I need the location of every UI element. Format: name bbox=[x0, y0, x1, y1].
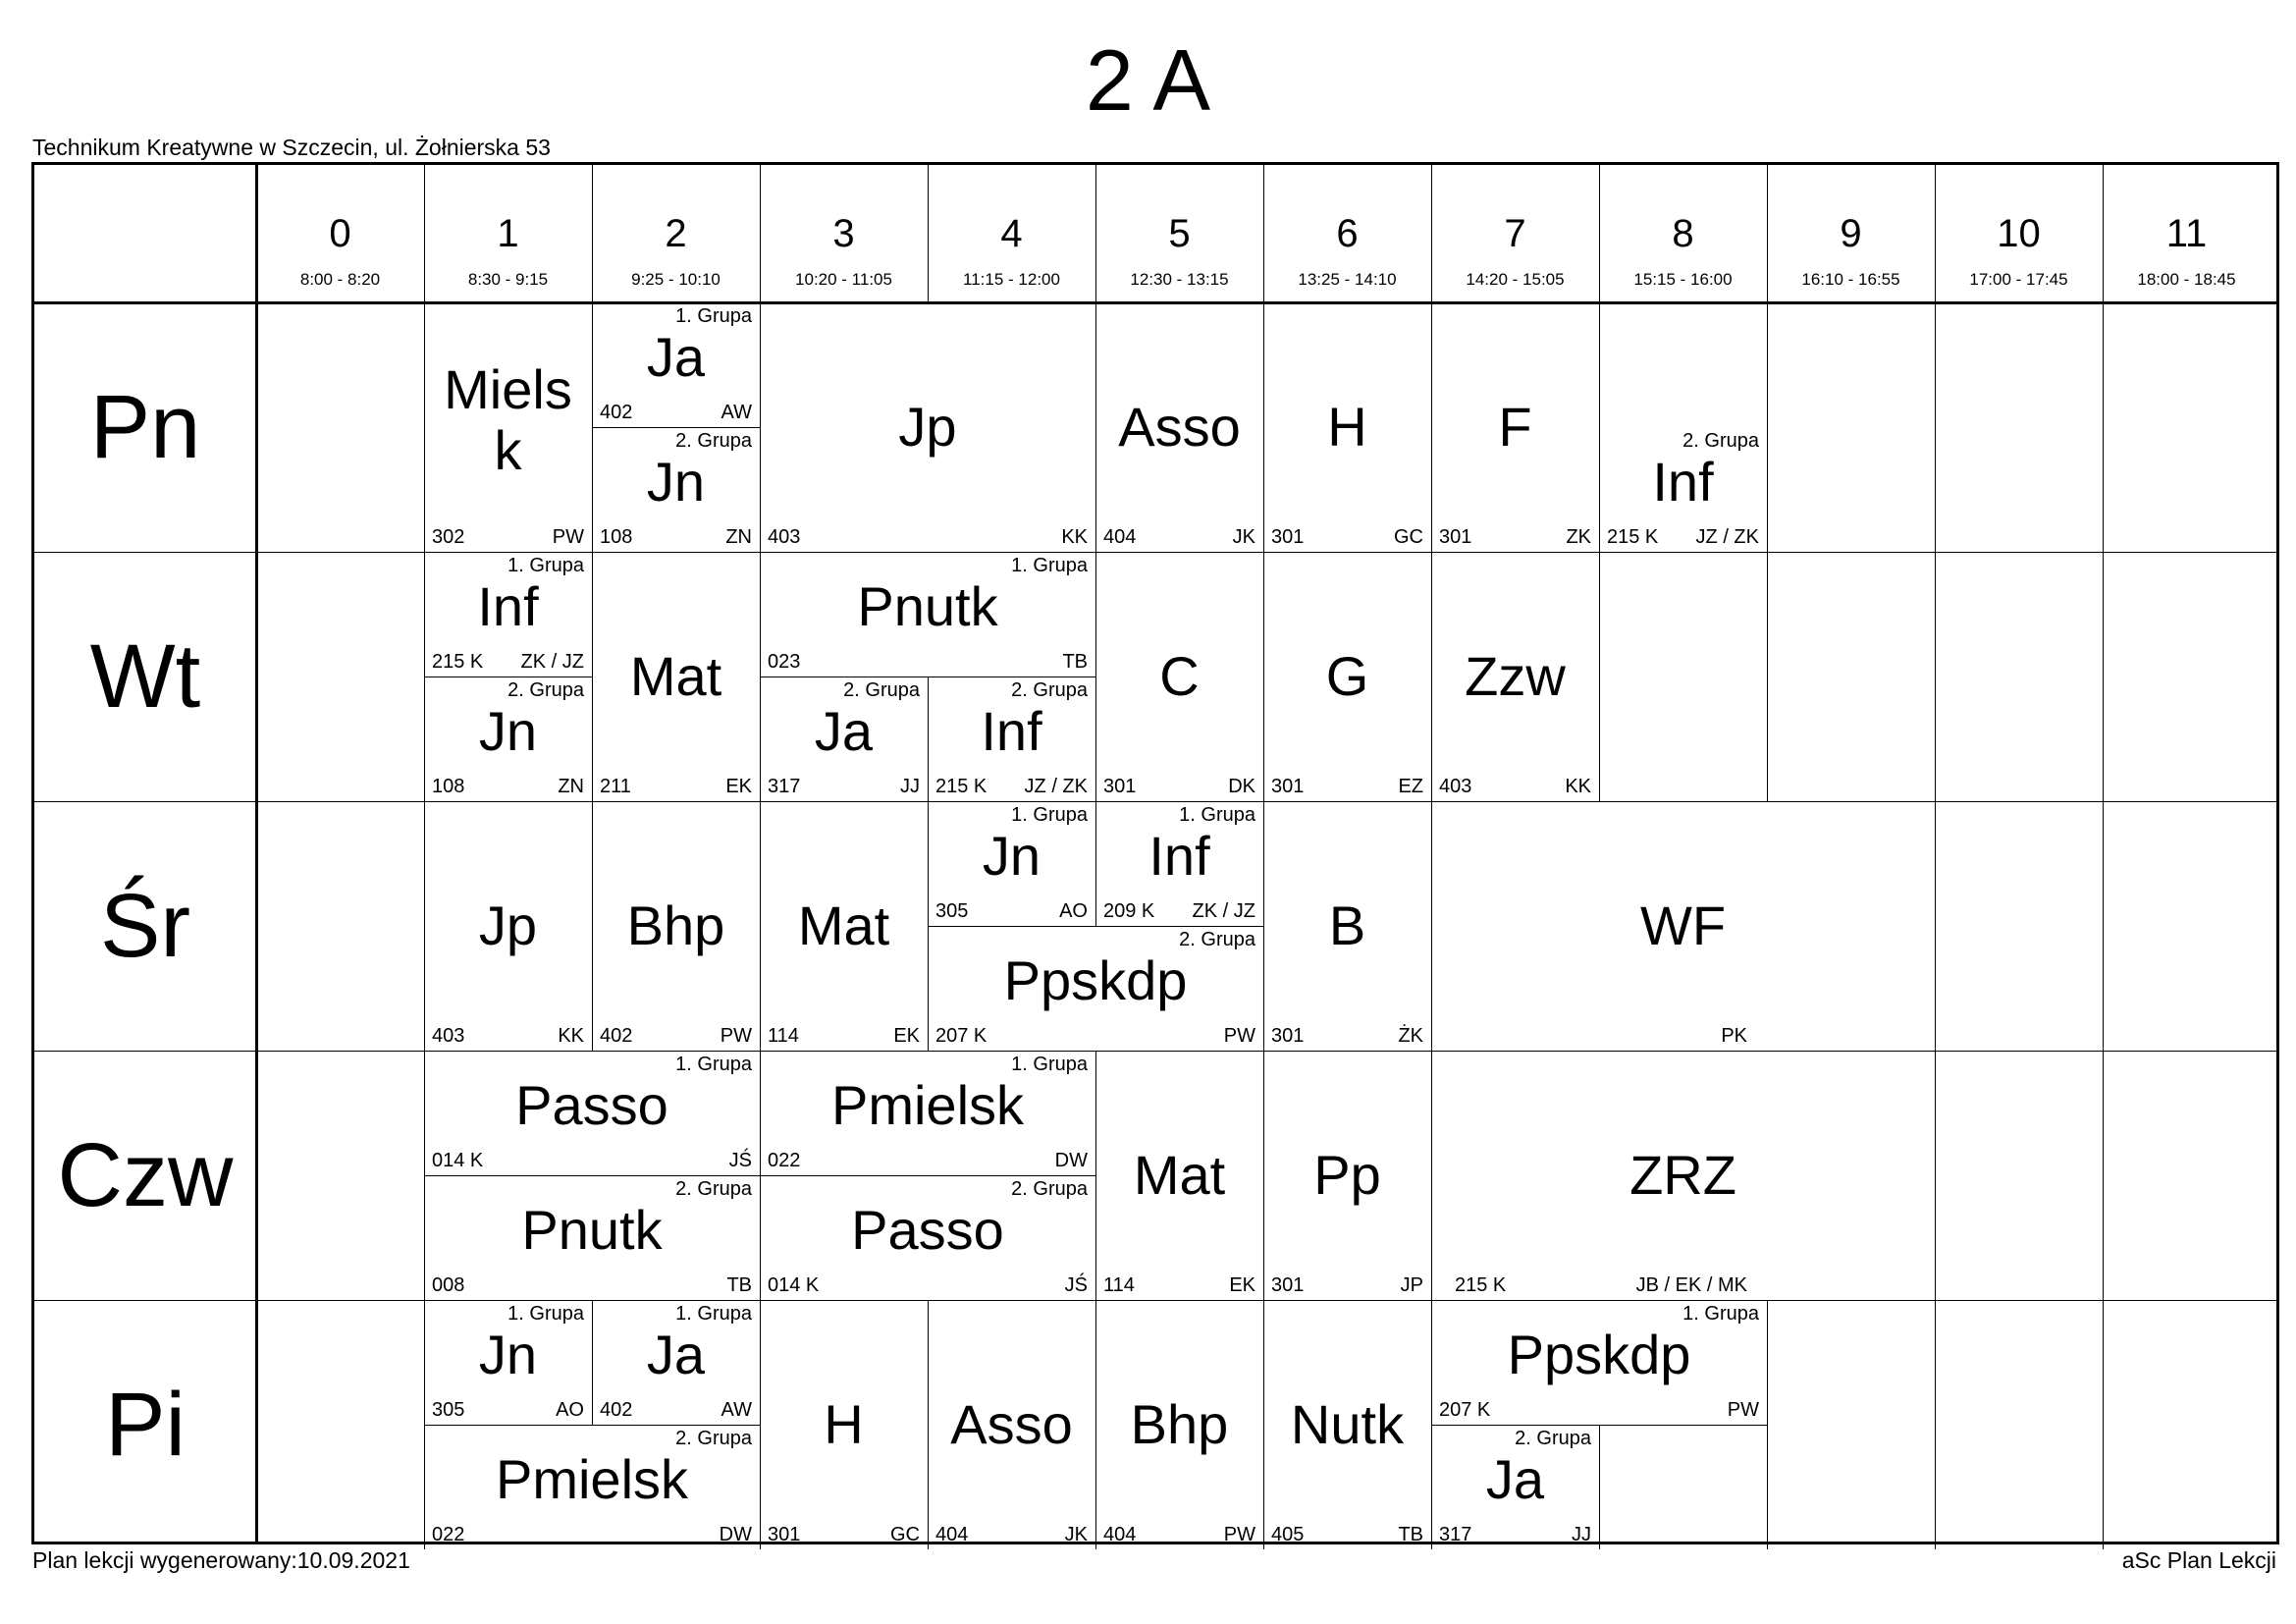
period-number: 9 bbox=[1840, 212, 1862, 255]
lesson-cell bbox=[1095, 801, 1263, 926]
period-time: 12:30 - 13:15 bbox=[1130, 270, 1229, 289]
lesson-room: 301 bbox=[1271, 776, 1305, 797]
lesson-room: 404 bbox=[1103, 1524, 1137, 1545]
period-header bbox=[256, 165, 424, 302]
lesson-room: 114 bbox=[1103, 1274, 1135, 1296]
lesson-teacher: KK bbox=[1565, 776, 1591, 797]
lesson-teacher: ZK / JZ bbox=[1192, 900, 1255, 922]
lesson-group: 1. Grupa bbox=[675, 305, 752, 327]
lesson-subject: Jn bbox=[478, 1324, 538, 1385]
grid-line-v bbox=[2103, 1051, 2104, 1175]
period-number: 11 bbox=[2165, 212, 2208, 255]
grid-line-v bbox=[2103, 302, 2104, 427]
lesson-subject: Jn bbox=[478, 700, 538, 762]
period-header bbox=[760, 165, 928, 302]
lesson-group: 2. Grupa bbox=[675, 1178, 752, 1200]
lesson-room: 317 bbox=[1439, 1524, 1472, 1545]
period-number: 8 bbox=[1672, 212, 1694, 255]
lesson-subject: Inf bbox=[477, 575, 539, 637]
lesson-room: 014 K bbox=[768, 1274, 820, 1296]
lesson-cell bbox=[592, 302, 760, 427]
grid-line-v bbox=[1935, 677, 1936, 801]
grid-line-v bbox=[1767, 552, 1768, 677]
lesson-teacher: PW bbox=[1727, 1399, 1759, 1421]
lesson-room: 301 bbox=[1271, 1274, 1305, 1296]
lesson-room: 215 K bbox=[1607, 526, 1659, 548]
lesson-room: 403 bbox=[1439, 776, 1472, 797]
lesson-room: 403 bbox=[432, 1025, 465, 1047]
lesson-cell bbox=[424, 1300, 592, 1425]
lesson-group: 2. Grupa bbox=[1011, 1178, 1088, 1200]
lesson-room: 301 bbox=[1271, 526, 1305, 548]
lesson-teacher: TB bbox=[1398, 1524, 1423, 1545]
grid-line-v bbox=[1599, 165, 1600, 302]
lesson-subject: Pnutk bbox=[521, 1199, 663, 1261]
lesson-teacher: PK bbox=[1721, 1025, 1747, 1047]
lesson-subject: G bbox=[1325, 645, 1369, 707]
lesson-group: 2. Grupa bbox=[1515, 1428, 1591, 1449]
period-time: 13:25 - 14:10 bbox=[1298, 270, 1397, 289]
lesson-cell bbox=[1431, 1051, 1935, 1300]
timetable-title: 2 A bbox=[1085, 31, 1211, 129]
grid-line-v bbox=[592, 165, 593, 302]
lesson-subject: Inf bbox=[981, 700, 1042, 762]
grid-line-v bbox=[1263, 165, 1264, 302]
grid-line-v bbox=[1767, 1300, 1768, 1425]
lesson-teacher: JJ bbox=[900, 776, 920, 797]
lesson-cell bbox=[1263, 1051, 1431, 1300]
lesson-teacher: JJ bbox=[1572, 1524, 1591, 1545]
lesson-room: 114 bbox=[768, 1025, 799, 1047]
period-number: 5 bbox=[1168, 212, 1191, 255]
lesson-subject: Ja bbox=[814, 700, 874, 762]
period-header bbox=[592, 165, 760, 302]
lesson-subject: Mat bbox=[629, 645, 722, 707]
lesson-cell bbox=[1431, 801, 1935, 1051]
lesson-subject: Mat bbox=[1133, 1144, 1226, 1206]
lesson-cell bbox=[1263, 302, 1431, 552]
lesson-room: 402 bbox=[600, 402, 633, 423]
grid-line-v bbox=[1935, 165, 1936, 302]
lesson-room: 215 K bbox=[432, 651, 484, 673]
day-label: Pi bbox=[105, 1374, 186, 1475]
lesson-teacher: ZK bbox=[1566, 526, 1591, 548]
lesson-cell bbox=[1431, 1425, 1599, 1549]
lesson-teacher: GC bbox=[1394, 526, 1423, 548]
period-number: 4 bbox=[1000, 212, 1023, 255]
lesson-teacher: ZN bbox=[725, 526, 752, 548]
lesson-room: 301 bbox=[1271, 1025, 1305, 1047]
period-time: 9:25 - 10:10 bbox=[631, 270, 721, 289]
lesson-cell bbox=[760, 302, 1095, 552]
lesson-cell bbox=[1431, 302, 1599, 552]
lesson-subject: Ja bbox=[646, 326, 706, 388]
lesson-teacher: PW bbox=[1223, 1524, 1255, 1545]
lesson-cell bbox=[760, 552, 1095, 677]
lesson-room: 301 bbox=[768, 1524, 801, 1545]
day-label: Pn bbox=[89, 376, 201, 477]
grid-line-v bbox=[1767, 427, 1768, 552]
grid-line-v bbox=[760, 165, 761, 302]
lesson-room: 301 bbox=[1103, 776, 1137, 797]
lesson-teacher: ZK / JZ bbox=[520, 651, 584, 673]
lesson-teacher: JZ / ZK bbox=[1695, 526, 1759, 548]
grid-line-v bbox=[1935, 1051, 1936, 1175]
lesson-cell bbox=[424, 552, 592, 677]
lesson-teacher: ŻK bbox=[1398, 1025, 1423, 1047]
lesson-room: 108 bbox=[600, 526, 633, 548]
period-header bbox=[1599, 165, 1767, 302]
grid-line-v bbox=[1935, 302, 1936, 427]
lesson-group: 2. Grupa bbox=[1011, 679, 1088, 701]
lesson-teacher: TB bbox=[726, 1274, 752, 1296]
lesson-subject: Passo bbox=[515, 1074, 668, 1136]
lesson-group: 2. Grupa bbox=[507, 679, 584, 701]
lesson-cell bbox=[424, 677, 592, 801]
lesson-teacher: PW bbox=[1223, 1025, 1255, 1047]
period-header bbox=[1095, 165, 1263, 302]
lesson-cell bbox=[1263, 552, 1431, 801]
lesson-teacher: AO bbox=[1059, 900, 1088, 922]
lesson-teacher: PW bbox=[552, 526, 584, 548]
lesson-room: 207 K bbox=[935, 1025, 988, 1047]
lesson-teacher: AW bbox=[721, 1399, 752, 1421]
lesson-subject: Asso bbox=[1118, 396, 1241, 458]
grid-line-v bbox=[255, 165, 258, 1542]
grid-line-v bbox=[1935, 1300, 1936, 1425]
lesson-group: 1. Grupa bbox=[507, 555, 584, 576]
lesson-teacher: EK bbox=[893, 1025, 920, 1047]
lesson-teacher: EZ bbox=[1398, 776, 1423, 797]
lesson-subject: Inf bbox=[1148, 825, 1210, 887]
lesson-room: 008 bbox=[432, 1274, 465, 1296]
lesson-subject: C bbox=[1159, 645, 1200, 707]
generated-date: Plan lekcji wygenerowany:10.09.2021 bbox=[32, 1547, 410, 1573]
lesson-cell bbox=[424, 1425, 760, 1549]
lesson-subject: Pp bbox=[1313, 1144, 1381, 1206]
day-label: Wt bbox=[89, 625, 201, 727]
period-number: 10 bbox=[1997, 212, 2041, 255]
lesson-subject: Jn bbox=[646, 451, 706, 513]
lesson-group: 2. Grupa bbox=[675, 1428, 752, 1449]
period-number: 7 bbox=[1504, 212, 1526, 255]
period-header bbox=[1935, 165, 2103, 302]
lesson-group: 1. Grupa bbox=[1179, 804, 1255, 826]
grid-line-v bbox=[2103, 1425, 2104, 1549]
lesson-room: 302 bbox=[432, 526, 465, 548]
grid-line-v bbox=[1935, 1425, 1936, 1549]
lesson-cell bbox=[1431, 1300, 1767, 1425]
lesson-group: 2. Grupa bbox=[1682, 430, 1759, 452]
lesson-room: 022 bbox=[432, 1524, 465, 1545]
lesson-room: 404 bbox=[935, 1524, 969, 1545]
lesson-subject: Ppskdp bbox=[1507, 1324, 1691, 1385]
lesson-subject: ZRZ bbox=[1629, 1144, 1736, 1206]
grid-line-v bbox=[2103, 427, 2104, 552]
lesson-subject: Jn bbox=[982, 825, 1041, 887]
lesson-room: 305 bbox=[432, 1399, 465, 1421]
lesson-group: 1. Grupa bbox=[675, 1303, 752, 1325]
lesson-cell bbox=[760, 1051, 1095, 1175]
lesson-teacher: JK bbox=[1232, 526, 1255, 548]
lesson-room: 305 bbox=[935, 900, 969, 922]
period-number: 6 bbox=[1336, 212, 1359, 255]
lesson-teacher: DW bbox=[719, 1524, 752, 1545]
lesson-cell bbox=[928, 1300, 1095, 1549]
lesson-teacher: JŚ bbox=[728, 1150, 752, 1171]
lesson-group: 2. Grupa bbox=[843, 679, 920, 701]
lesson-subject: WF bbox=[1639, 894, 1727, 956]
lesson-teacher: KK bbox=[558, 1025, 584, 1047]
lesson-room: 215 K bbox=[935, 776, 988, 797]
lesson-teacher: EK bbox=[725, 776, 752, 797]
period-header bbox=[928, 165, 1095, 302]
period-header bbox=[2103, 165, 2270, 302]
period-number: 0 bbox=[329, 212, 351, 255]
grid-line-v bbox=[2103, 1300, 2104, 1425]
grid-line-v bbox=[2103, 1175, 2104, 1300]
lesson-subject: H bbox=[1327, 396, 1367, 458]
software-credit: aSc Plan Lekcji bbox=[2121, 1547, 2276, 1573]
grid-line-v bbox=[2103, 552, 2104, 677]
lesson-subject: Ja bbox=[646, 1324, 706, 1385]
lesson-cell bbox=[928, 926, 1263, 1051]
grid-line-v bbox=[1767, 1425, 1768, 1549]
lesson-room: 022 bbox=[768, 1150, 801, 1171]
lesson-group: 1. Grupa bbox=[1011, 804, 1088, 826]
lesson-subject: B bbox=[1328, 894, 1366, 956]
period-header bbox=[1263, 165, 1431, 302]
period-number: 1 bbox=[497, 212, 519, 255]
lesson-room: 301 bbox=[1439, 526, 1472, 548]
grid-line-v bbox=[1599, 552, 1600, 677]
lesson-cell bbox=[760, 801, 928, 1051]
lesson-cell bbox=[424, 801, 592, 1051]
period-time: 8:00 - 8:20 bbox=[299, 270, 381, 289]
lesson-subject: Inf bbox=[1652, 451, 1714, 513]
lesson-room: 317 bbox=[768, 776, 801, 797]
grid-line-v bbox=[1935, 801, 1936, 926]
grid-line-v bbox=[1935, 1175, 1936, 1300]
lesson-group: 2. Grupa bbox=[1179, 929, 1255, 950]
grid-line-v bbox=[1935, 926, 1936, 1051]
lesson-group: 1. Grupa bbox=[1011, 555, 1088, 576]
period-number: 3 bbox=[832, 212, 855, 255]
lesson-room: 207 K bbox=[1439, 1399, 1491, 1421]
grid-line-v bbox=[928, 165, 929, 302]
lesson-room: 402 bbox=[600, 1399, 633, 1421]
period-time: 17:00 - 17:45 bbox=[1969, 270, 2068, 289]
lesson-teacher: AW bbox=[721, 402, 752, 423]
lesson-subject: Zzw bbox=[1465, 645, 1566, 707]
lesson-teacher: TB bbox=[1062, 651, 1088, 673]
lesson-subject: Asso bbox=[950, 1393, 1073, 1455]
lesson-room: 215 K bbox=[1455, 1274, 1507, 1296]
period-header bbox=[1767, 165, 1935, 302]
period-time: 8:30 - 9:15 bbox=[467, 270, 549, 289]
day-label: Czw bbox=[57, 1124, 234, 1225]
lesson-room: 209 K bbox=[1103, 900, 1155, 922]
grid-line-v bbox=[2103, 801, 2104, 926]
grid-line-v bbox=[1599, 302, 1600, 427]
lesson-teacher: GC bbox=[890, 1524, 920, 1545]
lesson-room: 404 bbox=[1103, 526, 1137, 548]
lesson-room: 403 bbox=[768, 526, 801, 548]
lesson-cell bbox=[1263, 801, 1431, 1051]
lesson-cell bbox=[760, 1175, 1095, 1300]
period-header bbox=[1431, 165, 1599, 302]
grid-line-v bbox=[1095, 165, 1096, 302]
lesson-room: 108 bbox=[432, 776, 465, 797]
period-time: 18:00 - 18:45 bbox=[2137, 270, 2236, 289]
lesson-cell bbox=[1095, 302, 1263, 552]
grid-line-v bbox=[1935, 552, 1936, 677]
lesson-cell bbox=[424, 302, 592, 552]
lesson-subject: F bbox=[1498, 396, 1532, 458]
period-time: 10:20 - 11:05 bbox=[795, 270, 892, 289]
period-header bbox=[424, 165, 592, 302]
lesson-cell bbox=[592, 552, 760, 801]
period-number: 2 bbox=[665, 212, 687, 255]
lesson-teacher: PW bbox=[720, 1025, 752, 1047]
lesson-group: 1. Grupa bbox=[1011, 1054, 1088, 1075]
grid-line-v bbox=[1935, 427, 1936, 552]
lesson-subject: Nutk bbox=[1290, 1393, 1405, 1455]
lesson-cell bbox=[1095, 552, 1263, 801]
period-time: 15:15 - 16:00 bbox=[1633, 270, 1733, 289]
lesson-subject: Mat bbox=[797, 894, 890, 956]
lesson-room: 014 K bbox=[432, 1150, 484, 1171]
lesson-room: 402 bbox=[600, 1025, 633, 1047]
lesson-teacher: AO bbox=[556, 1399, 584, 1421]
lesson-subject: Bhp bbox=[626, 894, 725, 956]
lesson-cell bbox=[928, 801, 1095, 926]
lesson-cell bbox=[1095, 1300, 1263, 1549]
timetable-grid bbox=[31, 162, 2279, 1544]
school-name: Technikum Kreatywne w Szczecin, ul. Żołnierska 53 bbox=[32, 135, 551, 160]
lesson-teacher: KK bbox=[1061, 526, 1088, 548]
lesson-subject: Ja bbox=[1485, 1448, 1545, 1510]
lesson-cell bbox=[592, 1300, 760, 1425]
lesson-subject: Pnutk bbox=[857, 575, 998, 637]
grid-line-v bbox=[2103, 165, 2104, 302]
lesson-teacher: JP bbox=[1400, 1274, 1423, 1296]
day-label: Śr bbox=[100, 875, 190, 976]
lesson-subject: Pmielsk bbox=[495, 1448, 689, 1510]
lesson-subject: Ppskdp bbox=[1003, 949, 1188, 1011]
lesson-teacher: DK bbox=[1228, 776, 1255, 797]
grid-line-v bbox=[1599, 677, 1600, 801]
grid-line-v bbox=[2103, 677, 2104, 801]
lesson-cell bbox=[1095, 1051, 1263, 1300]
lesson-subject: Pmielsk bbox=[830, 1074, 1025, 1136]
lesson-group: 1. Grupa bbox=[1682, 1303, 1759, 1325]
grid-line-v bbox=[1767, 677, 1768, 801]
lesson-teacher: DW bbox=[1054, 1150, 1088, 1171]
grid-line-v bbox=[1767, 302, 1768, 427]
grid-line-v bbox=[1599, 1425, 1600, 1549]
lesson-subject: Passo bbox=[851, 1199, 1004, 1261]
lesson-teacher: JB / EK / MK bbox=[1635, 1274, 1747, 1296]
lesson-teacher: ZN bbox=[558, 776, 584, 797]
grid-line-v bbox=[1767, 165, 1768, 302]
period-time: 14:20 - 15:05 bbox=[1466, 270, 1565, 289]
lesson-subject: Miels k bbox=[444, 358, 572, 481]
lesson-room: 023 bbox=[768, 651, 801, 673]
period-time: 16:10 - 16:55 bbox=[1801, 270, 1900, 289]
lesson-group: 1. Grupa bbox=[675, 1054, 752, 1075]
lesson-cell bbox=[424, 1175, 760, 1300]
grid-line-v bbox=[1431, 165, 1432, 302]
lesson-cell bbox=[1263, 1300, 1431, 1549]
lesson-group: 1. Grupa bbox=[507, 1303, 584, 1325]
lesson-cell bbox=[592, 427, 760, 552]
lesson-subject: Bhp bbox=[1130, 1393, 1229, 1455]
lesson-subject: Jp bbox=[898, 396, 957, 458]
lesson-subject: Jp bbox=[478, 894, 538, 956]
lesson-teacher: JŚ bbox=[1064, 1274, 1088, 1296]
lesson-teacher: EK bbox=[1229, 1274, 1255, 1296]
grid-line-v bbox=[2103, 926, 2104, 1051]
lesson-teacher: JZ / ZK bbox=[1024, 776, 1088, 797]
lesson-cell bbox=[760, 677, 928, 801]
lesson-cell bbox=[928, 677, 1095, 801]
period-time: 11:15 - 12:00 bbox=[963, 270, 1060, 289]
lesson-subject: H bbox=[824, 1393, 864, 1455]
lesson-cell bbox=[1599, 427, 1767, 552]
lesson-cell bbox=[424, 1051, 760, 1175]
lesson-cell bbox=[1431, 552, 1599, 801]
lesson-room: 405 bbox=[1271, 1524, 1305, 1545]
lesson-cell bbox=[592, 801, 760, 1051]
lesson-cell bbox=[760, 1300, 928, 1549]
grid-line-v bbox=[424, 165, 425, 302]
lesson-teacher: JK bbox=[1064, 1524, 1088, 1545]
lesson-room: 211 bbox=[600, 776, 631, 797]
lesson-group: 2. Grupa bbox=[675, 430, 752, 452]
